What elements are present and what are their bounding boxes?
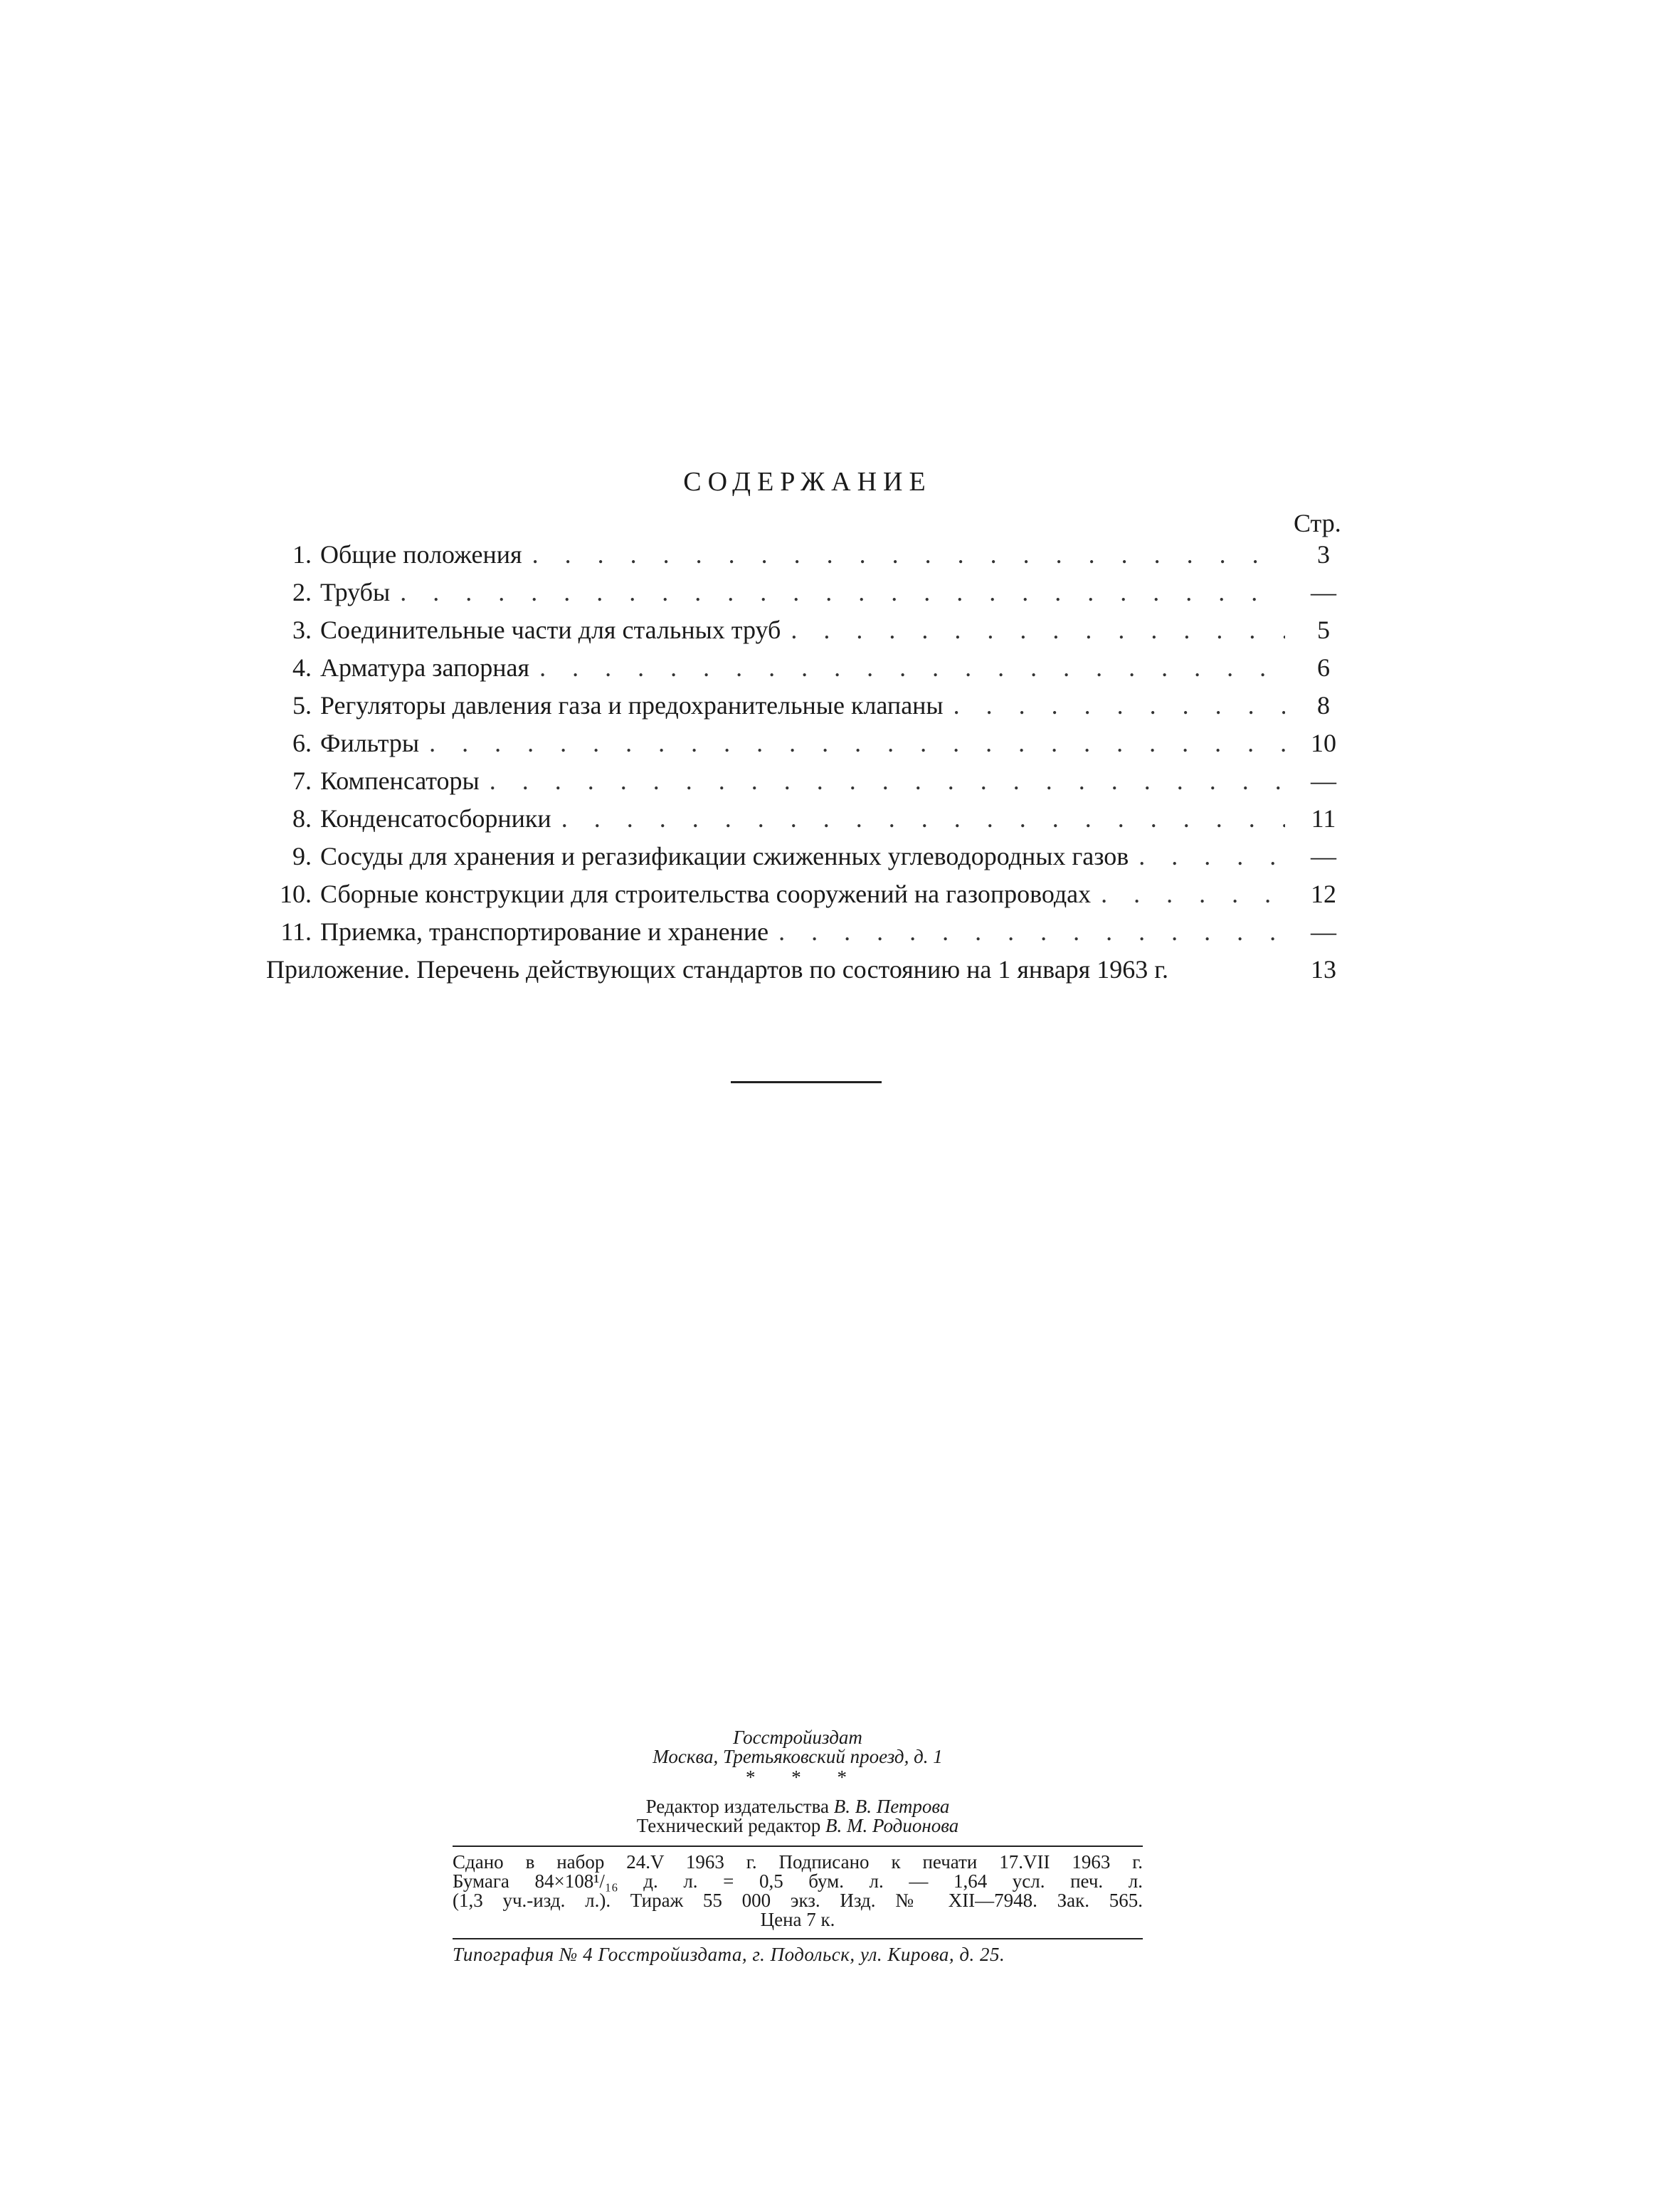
toc-item-title: Регуляторы давления газа и предохранительные клапаны bbox=[320, 691, 944, 720]
toc-item-title: Фильтры bbox=[320, 729, 420, 757]
toc-item-title: Трубы bbox=[320, 578, 391, 606]
imprint-rule-bottom bbox=[453, 1938, 1143, 1939]
tech-editor-line bbox=[453, 1816, 1143, 1836]
toc-row bbox=[263, 690, 1352, 728]
toc-leader-dots bbox=[1101, 879, 1285, 909]
toc-leader-dots bbox=[429, 728, 1285, 758]
editor-line bbox=[453, 1797, 1143, 1816]
toc-item-title: Сосуды для хранения и регазификации сжиженных углеводородных газов bbox=[320, 842, 1129, 870]
editor-name: В. В. Петрова bbox=[833, 1796, 950, 1817]
toc-row bbox=[263, 804, 1352, 841]
toc-item-page: 12 bbox=[1311, 880, 1336, 908]
toc-leader-dots bbox=[953, 690, 1285, 720]
imprint-block bbox=[453, 1728, 1143, 1964]
toc-item-number: 3. bbox=[292, 616, 312, 644]
toc-item-page: — bbox=[1311, 578, 1336, 606]
toc-item-title: Арматура запорная bbox=[320, 653, 530, 682]
toc-item-number: 5. bbox=[292, 691, 312, 720]
toc-item-page: 6 bbox=[1317, 653, 1330, 682]
toc-leader-dots bbox=[490, 766, 1285, 796]
toc-row bbox=[263, 841, 1352, 879]
toc-leader-dots bbox=[400, 577, 1285, 607]
toc-row bbox=[263, 577, 1352, 615]
publisher-address: Москва, Третьяковский проезд, д. 1 bbox=[653, 1746, 943, 1767]
toc-item-title: Конденсатосборники bbox=[320, 804, 551, 833]
toc-appendix-title: Приложение. Перечень действующих стандартов по состоянию на 1 января 1963 г. bbox=[266, 955, 1168, 984]
publisher-name: Госстройиздат bbox=[733, 1727, 862, 1748]
toc-item-number: 10. bbox=[280, 880, 312, 908]
toc-item-title: Соединительные части для стальных труб bbox=[320, 616, 781, 644]
toc-item-number: 11. bbox=[280, 917, 312, 946]
toc-leader-dots bbox=[778, 917, 1285, 947]
toc-item-number: 8. bbox=[292, 804, 312, 833]
toc-leader-dots bbox=[532, 539, 1285, 569]
toc-item-page: — bbox=[1311, 767, 1336, 795]
toc-item-page: — bbox=[1311, 917, 1336, 946]
toc-leader-dots bbox=[561, 804, 1285, 833]
toc-item-number: 1. bbox=[292, 540, 312, 569]
toc-row bbox=[263, 615, 1352, 653]
toc-row bbox=[263, 539, 1352, 577]
toc-row bbox=[263, 917, 1352, 954]
imprint-line-3: (1,3 уч.-изд. л.). Тираж 55 000 экз. Изд. № XII—7948. Зак. 565. bbox=[453, 1890, 1143, 1911]
toc-item-page: 11 bbox=[1311, 804, 1336, 833]
toc-item-title: Приемка, транспортирование и хранение bbox=[320, 917, 769, 946]
imprint-rule-top bbox=[453, 1846, 1143, 1847]
tech-editor-name: В. М. Родионова bbox=[825, 1815, 959, 1836]
toc-item-page: 8 bbox=[1317, 691, 1330, 720]
toc-appendix-page: 13 bbox=[1311, 955, 1336, 984]
toc-item-page: 5 bbox=[1317, 616, 1330, 644]
section-divider bbox=[731, 1081, 882, 1083]
toc-item-page: — bbox=[1311, 842, 1336, 870]
toc-item-title: Общие положения bbox=[320, 540, 522, 569]
toc-row bbox=[263, 653, 1352, 690]
price: Цена 7 к. bbox=[760, 1909, 835, 1930]
tech-editor-label: Технический редактор bbox=[636, 1815, 821, 1836]
toc-row bbox=[263, 879, 1352, 917]
toc-item-number: 7. bbox=[292, 767, 312, 795]
toc-leader-dots bbox=[539, 653, 1285, 683]
editor-label: Редактор издательства bbox=[645, 1796, 829, 1817]
toc-row bbox=[263, 728, 1352, 766]
toc-item-page: 10 bbox=[1311, 729, 1336, 757]
toc-leader-dots bbox=[791, 615, 1285, 645]
page-column-header: Стр. bbox=[1294, 509, 1341, 537]
toc-item-number: 9. bbox=[292, 842, 312, 870]
imprint-line-1: Сдано в набор 24.V 1963 г. Подписано к печати 17.VII 1963 г. bbox=[453, 1851, 1143, 1873]
imprint-line-2: Бумага 84×108¹/₁₆ д. л. = 0,5 бум. л. — 1,64 усл. печ. л. bbox=[453, 1870, 1143, 1892]
toc-item-number: 6. bbox=[292, 729, 312, 757]
toc-title: СОДЕРЖАНИЕ bbox=[683, 467, 932, 497]
toc-item-title: Компенсаторы bbox=[320, 767, 480, 795]
toc-item-title: Сборные конструкции для строительства сооружений на газопроводах bbox=[320, 880, 1092, 908]
toc-item-number: 4. bbox=[292, 653, 312, 682]
toc-list bbox=[263, 539, 1352, 992]
toc-item-page: 3 bbox=[1317, 540, 1330, 569]
toc-appendix-row bbox=[263, 954, 1352, 992]
asterism: * * * bbox=[746, 1767, 862, 1788]
toc-leader-dots bbox=[1139, 841, 1285, 871]
toc-item-number: 2. bbox=[292, 578, 312, 606]
toc-row bbox=[263, 766, 1352, 804]
printer-line: Типография № 4 Госстройиздата, г. Подольск, ул. Кирова, д. 25. bbox=[453, 1944, 1005, 1965]
